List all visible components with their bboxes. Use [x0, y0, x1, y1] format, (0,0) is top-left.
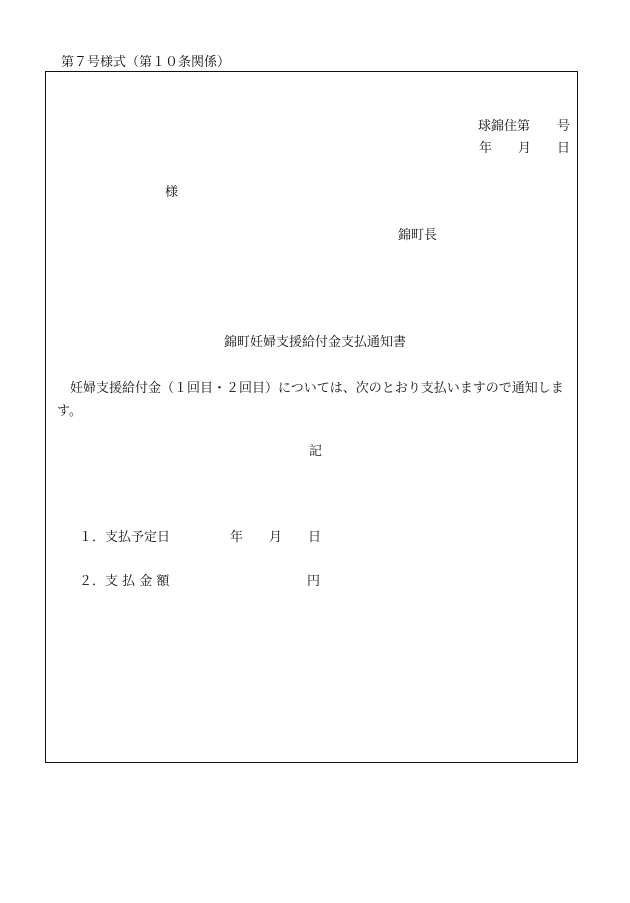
- issue-date-month: 月: [518, 141, 532, 156]
- document-title: 錦町妊婦支援給付金支払通知書: [224, 335, 407, 350]
- issue-date-day: 日: [557, 141, 571, 156]
- item-payment-amount-label: ２．支 払 金 額: [79, 574, 170, 589]
- document-number-suffix: 号: [557, 119, 571, 134]
- addressee-honorific: 様: [165, 185, 179, 200]
- item-payment-amount-unit: 円: [307, 574, 321, 589]
- sender-name: 錦町長: [398, 228, 438, 243]
- form-label: 第７号様式（第１０条関係）: [61, 55, 231, 70]
- item-payment-date-year: 年: [230, 530, 244, 545]
- ki-marker: 記: [309, 444, 323, 459]
- item-payment-date-day: 日: [308, 530, 322, 545]
- item-payment-date-month: 月: [269, 530, 283, 545]
- body-paragraph: 妊婦支援給付金（１回目・２回目）については、次のとおり支払いますので通知します。: [57, 381, 564, 419]
- issue-date-year: 年: [479, 141, 493, 156]
- document-number-prefix: 球錦住第: [478, 119, 531, 134]
- item-payment-date-label: １．支払予定日: [79, 530, 171, 545]
